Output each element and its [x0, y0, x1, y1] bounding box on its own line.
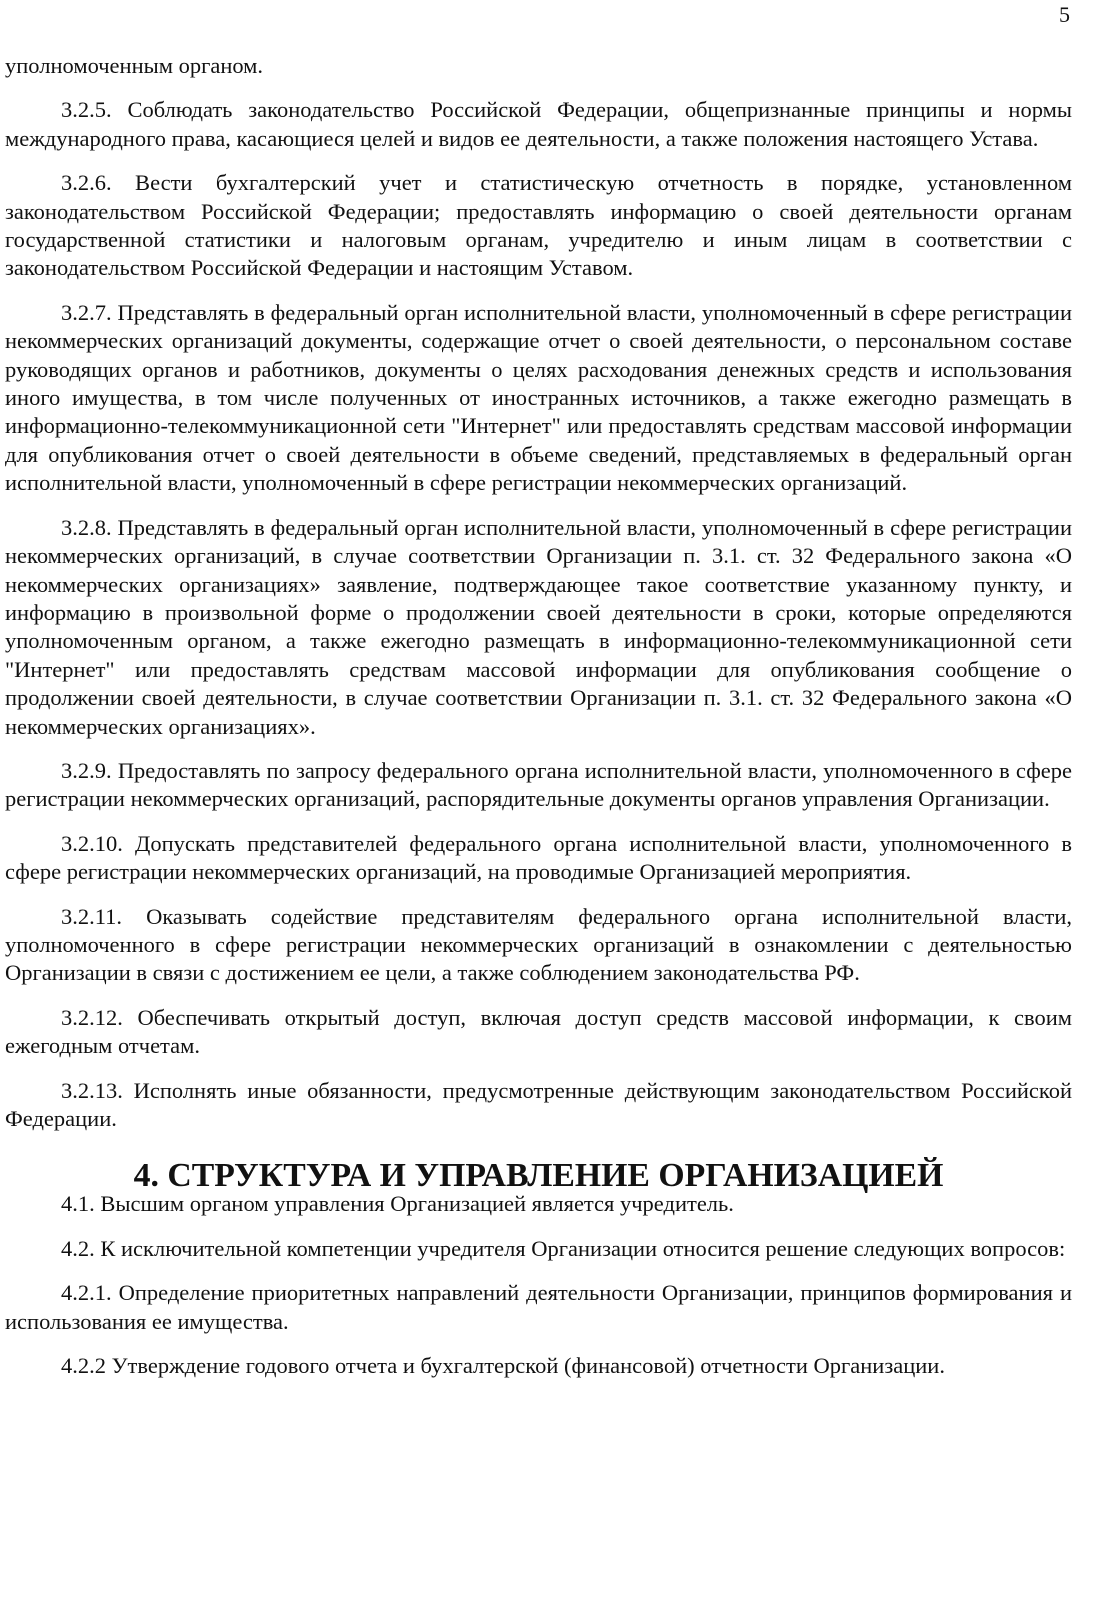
paragraph-3-2-13: 3.2.13. Исполнять иные обязанности, предусмотренные действующим законодательством Российской Федерации.	[5, 1077, 1072, 1131]
section-heading-4: 4. СТРУКТУРА И УПРАВЛЕНИЕ ОРГАНИЗАЦИЕЙ	[133, 1157, 944, 1195]
paragraph-3-2-12: 3.2.12. Обеспечивать открытый доступ, включая доступ средств массовой информации, к своим ежегодным отчетам.	[5, 1004, 1072, 1059]
paragraph-3-2-5: 3.2.5. Соблюдать законодательство Российской Федерации, общепризнанные принципы и нормы международного права, касающиеся целей и видов ее деятельности, а также положения настоящего Устава.	[5, 97, 1072, 151]
paragraph-continuation: уполномоченным органом.	[5, 53, 264, 78]
paragraph-3-2-8: 3.2.8. Представлять в федеральный орган исполнительной власти, уполномоченный в сфере регистрации некоммерческих организаций, в случае соответствии Организации п. 3.1. ст. 32 Федерального закона «О некоммерческих организациях» заявление, подтверждающее такое соответствие указанному пункту, и информацию в произвольной форме о продолжении своей деятельности в сроки, которые определяются уполномоченным органом, а также ежегодно размещать в информационно-телекоммуникационной сети "Интернет" или предоставлять средствам массовой информации для опубликования сообщение о продолжении своей деятельности, в случае соответствии Организации п. 3.1. ст. 32 Федерального закона «О некоммерческих организациях».	[5, 514, 1072, 739]
paragraph-3-2-10: 3.2.10. Допускать представителей федерального органа исполнительной власти, уполномоченного в сфере регистрации некоммерческих организаций, на проводимые Организацией мероприятия.	[5, 830, 1072, 885]
paragraph-4-1: 4.1. Высшим органом управления Организацией является учредитель.	[61, 1191, 734, 1217]
paragraph-3-2-11: 3.2.11. Оказывать содействие представителям федерального органа исполнительной власти, уполномоченного в сфере регистрации некоммерческих организаций в ознакомлении с деятельностью Организации в связи с достижением ее цели, а также соблюдением законодательства РФ.	[5, 903, 1072, 986]
paragraph-4-2: 4.2. К исключительной компетенции учредителя Организации относится решение следующих вопросов:	[61, 1235, 1066, 1261]
page-number: 5	[1059, 2, 1070, 27]
paragraph-4-2-1: 4.2.1. Определение приоритетных направлений деятельности Организации, принципов формирования и использования ее имущества.	[5, 1280, 1072, 1334]
document-body	[5, 52, 1072, 1380]
paragraph-3-2-7: 3.2.7. Представлять в федеральный орган исполнительной власти, уполномоченный в сфере регистрации некоммерческих организаций документы, содержащие отчет о своей деятельности, о персональном составе руководящих органов и работников, документы о целях расходования денежных средств и использования иного имущества, в том числе полученных от иностранных источников, а также ежегодно размещать в информационно-телекоммуникационной сети "Интернет" или предоставлять средствам массовой информации для опубликования отчет о своей деятельности в объеме сведений, представляемых в федеральный орган исполнительной власти, уполномоченный в сфере регистрации некоммерческих организаций.	[5, 299, 1072, 496]
paragraph-3-2-6: 3.2.6. Вести бухгалтерский учет и статистическую отчетность в порядке, установленном законодательством Российской Федерации; предоставлять информацию о своей деятельности органам государственной статистики и налоговым органам, учредителю и иным лицам в соответствии с законодательством Российской Федерации и настоящим Уставом.	[5, 170, 1072, 281]
paragraph-3-2-9: 3.2.9. Предоставлять по запросу федерального органа исполнительной власти, уполномоченного в сфере регистрации некоммерческих организаций, распорядительные документы органов управления Организации.	[5, 757, 1072, 812]
paragraph-4-2-2: 4.2.2 Утверждение годового отчета и бухгалтерской (финансовой) отчетности Организации.	[61, 1353, 945, 1379]
